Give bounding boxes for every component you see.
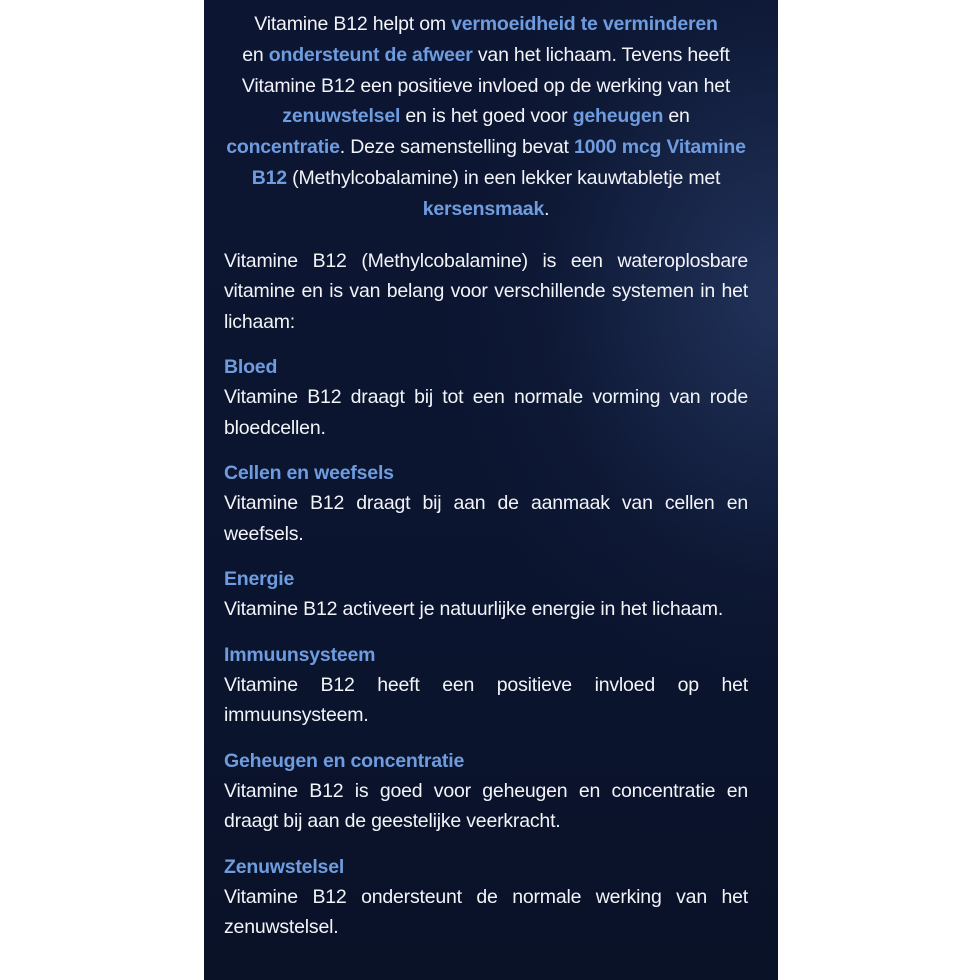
- section-geheugen-en-concentratie: [224, 746, 748, 837]
- section-title: Cellen en weefsels: [224, 462, 394, 485]
- intro-text: .: [544, 197, 550, 220]
- section-body: Vitamine B12 draagt bij aan de aanmaak van cellen en weefsels.: [224, 492, 748, 545]
- section-title: Bloed: [224, 356, 278, 379]
- section-energie: [224, 564, 748, 625]
- intro-text: Vitamine B12 helpt om: [254, 13, 452, 35]
- section-body: Vitamine B12 activeert je natuurlijke energie in het lichaam.: [224, 598, 724, 621]
- section-title: Geheugen en concentratie: [224, 749, 465, 772]
- intro-text: en: [663, 105, 690, 128]
- intro-highlight: geheugen: [572, 105, 664, 128]
- section-body: Vitamine B12 ondersteunt de normale werking van het zenuwstelsel.: [224, 885, 748, 939]
- section-bloed: [224, 352, 748, 443]
- section-title: Zenuwstelsel: [224, 855, 345, 878]
- product-info-panel: [204, 0, 778, 980]
- intro-highlight: zenuwstelsel: [282, 105, 401, 128]
- intro-text: (Methylcobalamine) in een lekker kauwtabletje met: [286, 166, 721, 189]
- section-zenuwstelsel: [224, 852, 748, 943]
- intro-text: van het lichaam. Tevens heeft Vitamine B12 een positieve invloed op de werking van het: [241, 43, 731, 97]
- section-title: Immuunsysteem: [224, 643, 376, 666]
- section-immuunsysteem: [224, 640, 748, 731]
- intro-text: en is het goed voor: [400, 105, 573, 128]
- intro-text: en: [242, 43, 269, 66]
- section-body: Vitamine B12 is goed voor geheugen en concentratie en draagt bij aan de geestelijke veerkracht.: [224, 779, 748, 833]
- intro-highlight: ondersteunt de afweer: [268, 43, 473, 66]
- intro-text: . Deze samenstelling bevat: [339, 136, 574, 159]
- intro-highlight: kersensmaak: [422, 197, 545, 220]
- content-column: [224, 9, 748, 943]
- section-body: Vitamine B12 heeft een positieve invloed op het immuunsysteem.: [224, 673, 748, 727]
- lead-paragraph: Vitamine B12 (Methylcobalamine) is een wateroplosbare vitamine en is van belang voor verschillende systemen in het lichaam:: [224, 249, 748, 333]
- section-body: Vitamine B12 draagt bij tot een normale vorming van rode bloedcellen.: [224, 386, 748, 439]
- intro-highlight: concentratie: [226, 136, 340, 159]
- intro-highlight: 1000 mcg Vitamine B12: [251, 136, 746, 189]
- intro-paragraph: [224, 9, 748, 225]
- section-title: Energie: [224, 568, 295, 591]
- intro-highlight: vermoeidheid te verminderen: [451, 13, 718, 35]
- section-cellen-en-weefsels: [224, 458, 748, 549]
